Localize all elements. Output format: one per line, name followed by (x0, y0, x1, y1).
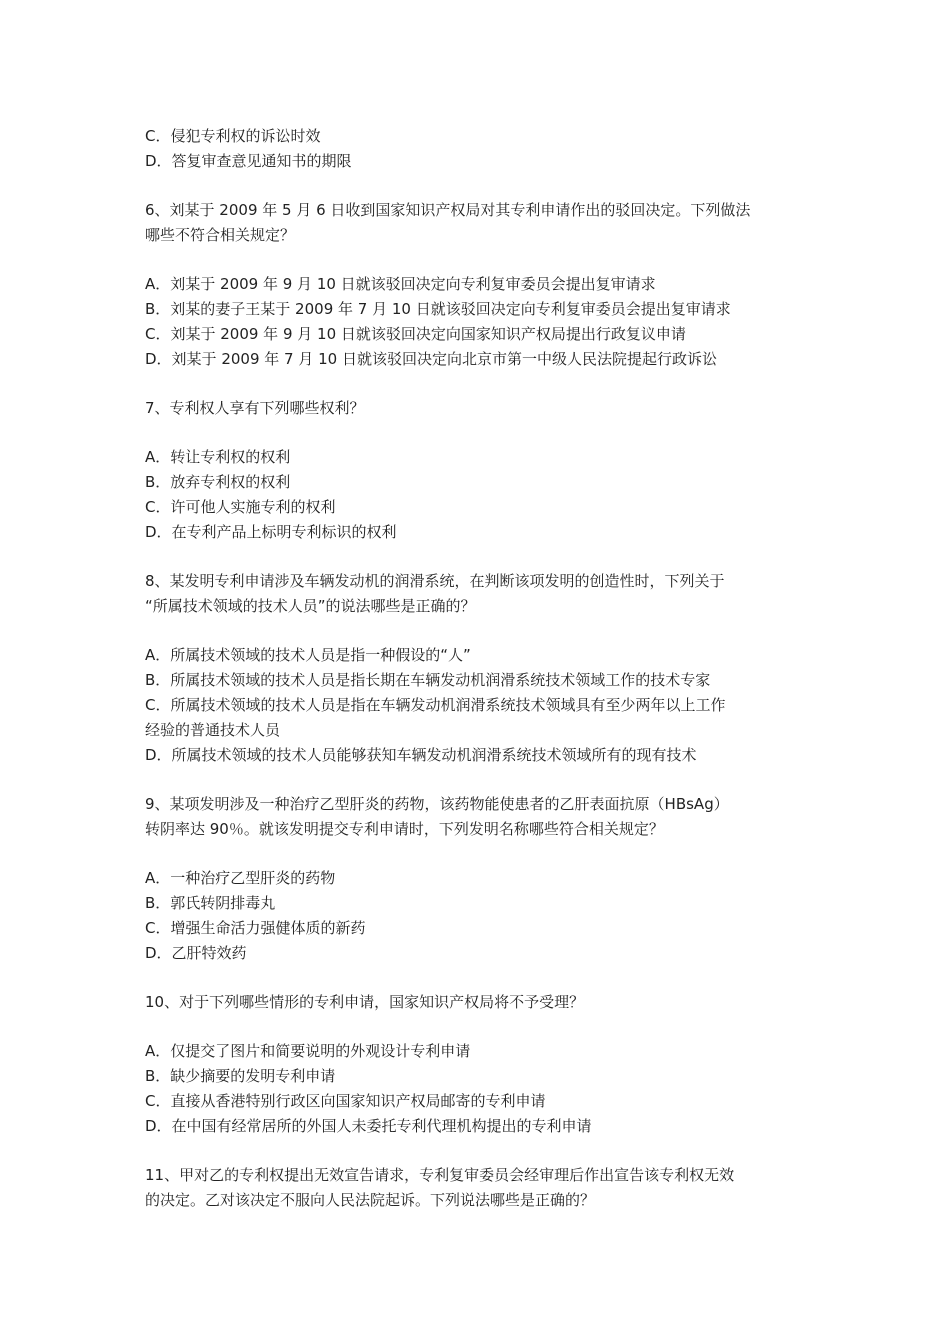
option-line: C．许可他人实施专利的权利 (145, 498, 336, 516)
paragraph-gap (145, 174, 815, 198)
paragraph-gap (145, 966, 815, 990)
answer-options (145, 1039, 815, 1139)
question-line: 哪些不符合相关规定？ (145, 226, 296, 244)
paragraph-gap (145, 372, 815, 396)
question-line: 6、刘某于 2009 年 5 月 6 日收到国家知识产权局对其专利申请作出的驳回决定。下列做法 (145, 201, 751, 219)
option-line: A．仅提交了图片和简要说明的外观设计专利申请 (145, 1042, 471, 1060)
paragraph-gap (145, 545, 815, 569)
option-line: B．刘某的妻子王某于 2009 年 7 月 10 日就该驳回决定向专利复审委员会提出复审请求 (145, 300, 731, 318)
question-line: 转阴率达 90％。就该发明提交专利申请时，下列发明名称哪些符合相关规定？ (145, 820, 664, 838)
option-line: C．刘某于 2009 年 9 月 10 日就该驳回决定向国家知识产权局提出行政复议申请 (145, 325, 686, 343)
question-line: 10、对于下列哪些情形的专利申请，国家知识产权局将不予受理？ (145, 993, 585, 1011)
option-line: A．转让专利权的权利 (145, 448, 291, 466)
paragraph-gap (145, 1139, 815, 1163)
exam-content (145, 124, 815, 1213)
question-text (145, 1163, 815, 1213)
option-line: A．刘某于 2009 年 9 月 10 日就该驳回决定向专利复审委员会提出复审请求 (145, 275, 656, 293)
option-line: D．在专利产品上标明专利标识的权利 (145, 523, 397, 541)
question-line: “所属技术领域的技术人员”的说法哪些是正确的？ (145, 597, 476, 615)
option-line: C．直接从香港特别行政区向国家知识产权局邮寄的专利申请 (145, 1092, 546, 1110)
paragraph-gap (145, 842, 815, 866)
option-line: B．郭氏转阴排毒丸 (145, 894, 276, 912)
paragraph-gap (145, 768, 815, 792)
option-line: A．一种治疗乙型肝炎的药物 (145, 869, 336, 887)
question-text (145, 198, 815, 248)
question-line: 11、甲对乙的专利权提出无效宣告请求，专利复审委员会经审理后作出宣告该专利权无效 (145, 1166, 735, 1184)
option-line: B．缺少摘要的发明专利申请 (145, 1067, 336, 1085)
question-line: 的决定。乙对该决定不服向人民法院起诉。下列说法哪些是正确的？ (145, 1191, 596, 1209)
answer-options (145, 445, 815, 545)
option-line: C．侵犯专利权的诉讼时效 (145, 127, 321, 145)
paragraph-gap (145, 421, 815, 445)
paragraph-gap (145, 619, 815, 643)
question-text (145, 569, 815, 619)
option-line: C．增强生命活力强健体质的新药 (145, 919, 366, 937)
option-line: A．所属技术领域的技术人员是指一种假设的“人” (145, 646, 471, 664)
paragraph-gap (145, 248, 815, 272)
question-line: 7、专利权人享有下列哪些权利？ (145, 399, 365, 417)
option-line: D．答复审查意见通知书的期限 (145, 152, 352, 170)
option-line: C．所属技术领域的技术人员是指在车辆发动机润滑系统技术领域具有至少两年以上工作 (145, 696, 726, 714)
answer-options (145, 272, 815, 372)
paragraph-gap (145, 1015, 815, 1039)
answer-options (145, 124, 815, 174)
option-line: D．所属技术领域的技术人员能够获知车辆发动机润滑系统技术领域所有的现有技术 (145, 746, 697, 764)
answer-options (145, 643, 815, 768)
option-line: D．在中国有经常居所的外国人未委托专利代理机构提出的专利申请 (145, 1117, 592, 1135)
option-line: B．放弃专利权的权利 (145, 473, 291, 491)
option-line: 经验的普通技术人员 (145, 721, 281, 739)
question-text (145, 990, 815, 1015)
option-line: B．所属技术领域的技术人员是指长期在车辆发动机润滑系统技术领域工作的技术专家 (145, 671, 711, 689)
question-line: 9、某项发明涉及一种治疗乙型肝炎的药物，该药物能使患者的乙肝表面抗原（HBsAg） (145, 795, 729, 813)
answer-options (145, 866, 815, 966)
question-text (145, 792, 815, 842)
question-text (145, 396, 815, 421)
question-line: 8、某发明专利申请涉及车辆发动机的润滑系统，在判断该项发明的创造性时，下列关于 (145, 572, 725, 590)
option-line: D．乙肝特效药 (145, 944, 247, 962)
option-line: D．刘某于 2009 年 7 月 10 日就该驳回决定向北京市第一中级人民法院提起行政诉讼 (145, 350, 717, 368)
